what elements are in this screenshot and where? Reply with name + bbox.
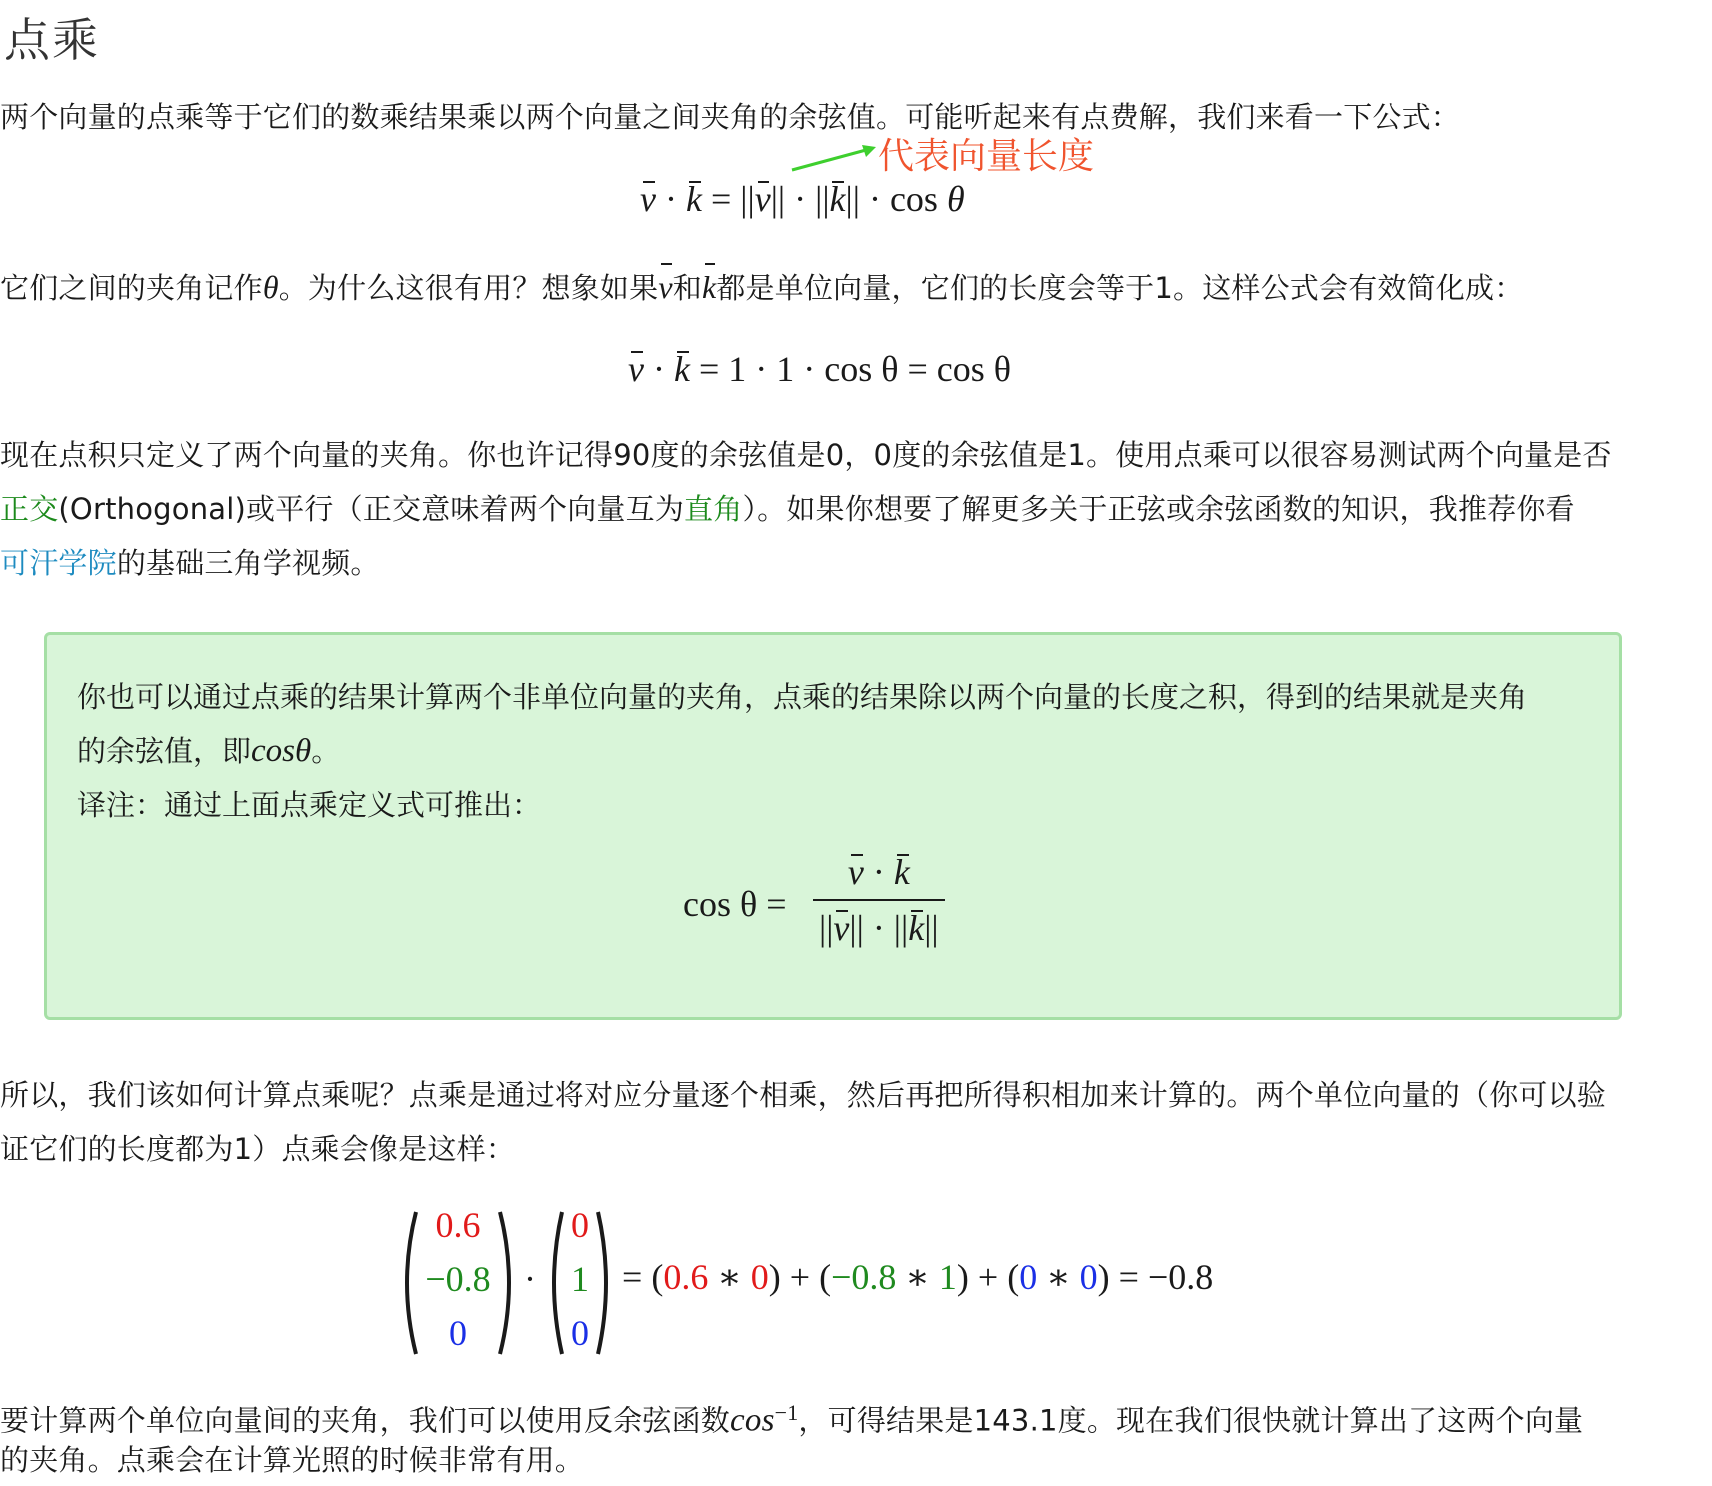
orthogonal-link[interactable]: 正交 [0, 492, 59, 526]
note-line-1: 你也可以通过点乘的结果计算两个非单位向量的夹角，点乘的结果除以两个向量的长度之积，得到的结果就是夹角 [77, 680, 1528, 714]
orthogonal-paragraph-line3: 可汗学院的基础三角学视频。 [0, 546, 380, 580]
right-angle-link[interactable]: 直角 [684, 492, 743, 526]
length-annotation: 代表向量长度 [878, 136, 1095, 177]
note-line-2: 的余弦值，即cosθ。 [77, 733, 341, 769]
khan-academy-link[interactable]: 可汗学院 [0, 546, 117, 580]
arccos-paragraph-line2: 的夹角。点乘会在计算光照的时候非常有用。 [0, 1443, 585, 1477]
compute-paragraph-line2: 证它们的长度都为1）点乘会像是这样： [0, 1132, 516, 1166]
dot-operator: · [524, 1259, 536, 1299]
translator-note-box [44, 632, 1622, 1020]
intro-paragraph: 两个向量的点乘等于它们的数乘结果乘以两个向量之间夹角的余弦值。可能听起来有点费解，我们来看一下公式： [0, 100, 1461, 134]
vector-a [414, 1204, 502, 1354]
cos-theta-fraction: $\frac{v \cdot k}{||v|| \cdot ||k||}$ [813, 851, 945, 949]
vector-b-z: 0 [571, 1313, 589, 1353]
unit-vector-formula: v · k = 1 · 1 · cos θ = cos θ [628, 349, 1012, 389]
vector-a-y: −0.8 [425, 1259, 491, 1299]
orthogonal-paragraph-line2: 正交(Orthogonal)或平行（正交意味着两个向量互为直角）。如果你想要了解更多关于正弦或余弦函数的知识，我推荐你看 [0, 492, 1575, 526]
cos-theta-formula: cos θ = [683, 884, 787, 924]
vector-b-y: 1 [571, 1259, 589, 1299]
arccos-paragraph-line1: 要计算两个单位向量间的夹角，我们可以使用反余弦函数$\cos^{-1}$，可得结果是143.1度。现在我们很快就计算出了这两个向量 [0, 1400, 1584, 1439]
angle-paragraph: 它们之间的夹角记作θ。为什么这很有用？想象如果v和k都是单位向量，它们的长度会等于1。这样公式会有效简化成： [0, 260, 1523, 315]
green-arrow-icon [790, 140, 880, 180]
expanded-dot-product: = (0.6 ∗ 0) + (−0.8 ∗ 1) + (0 ∗ 0) = −0.8 [622, 1257, 1214, 1297]
vector-a-z: 0 [449, 1313, 467, 1353]
page-title: 点乘 [4, 13, 100, 67]
vector-b-x: 0 [571, 1205, 589, 1245]
vector-a-x: 0.6 [435, 1205, 481, 1245]
note-line-3: 译注：通过上面点乘定义式可推出： [77, 788, 542, 822]
compute-paragraph-line1: 所以，我们该如何计算点乘呢？点乘是通过将对应分量逐个相乘，然后再把所得积相加来计算的。两个单位向量的（你可以验 [0, 1078, 1607, 1112]
vector-b [560, 1204, 600, 1354]
dot-product-formula: v · k = ||v|| · ||k|| · cos θ [640, 179, 965, 219]
orthogonal-paragraph-line1: 现在点积只定义了两个向量的夹角。你也许记得90度的余弦值是0，0度的余弦值是1。使用点乘可以很容易测试两个向量是否 [0, 438, 1612, 472]
